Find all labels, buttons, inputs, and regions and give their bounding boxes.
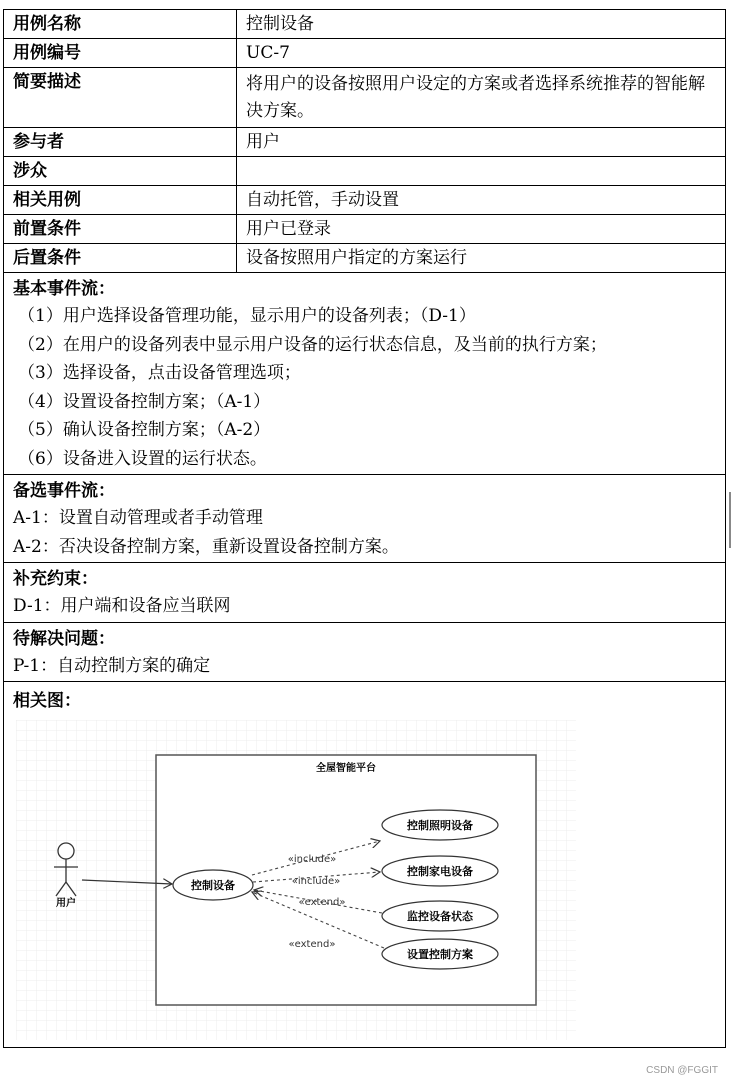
flow-step: （4）设置设备控制方案；（A-1） [18, 391, 271, 412]
flow-step: （1）用户选择设备管理功能，显示用户的设备列表；（D-1） [18, 306, 476, 326]
use-case-label: 监控设备状态 [407, 910, 473, 923]
alt-flow-section [3, 475, 726, 563]
issue-item: P-1：自动控制方案的确定 [13, 655, 211, 676]
constraint-item: D-1：用户端和设备应当联网 [13, 596, 231, 616]
use-case-document [3, 9, 726, 1048]
issues-section [3, 623, 726, 683]
use-case-label: 控制照明设备 [407, 819, 473, 832]
flow-step: （2）在用户的设备列表中显示用户设备的运行状态信息，及当前的执行方案； [18, 334, 607, 355]
field-label: 后置条件 [4, 244, 237, 273]
system-name: 全屋智能平台 [316, 763, 376, 774]
use-case-table [3, 9, 726, 273]
table-row [4, 128, 726, 157]
field-label: 相关用例 [4, 186, 237, 215]
section-title: 待解决问题： [13, 628, 115, 649]
use-case-label: 控制家电设备 [407, 865, 473, 878]
use-case-label: 设置控制方案 [407, 948, 473, 961]
actor-label: 用户 [56, 898, 76, 909]
field-value: 用户 [237, 128, 726, 157]
basic-flow-section [3, 273, 726, 475]
flow-step: （3）选择设备，点击设备管理选项； [18, 363, 301, 383]
field-label: 简要描述 [4, 68, 237, 128]
field-label: 涉众 [4, 157, 237, 186]
table-row [4, 68, 726, 128]
field-label: 前置条件 [4, 215, 237, 244]
include-label: «include» [287, 854, 337, 865]
include-label: «include» [291, 876, 341, 887]
field-value: 自动托管，手动设置 [237, 186, 726, 215]
field-value: 设备按照用户指定的方案运行 [237, 244, 726, 273]
field-label: 用例名称 [4, 10, 237, 39]
field-value: 将用户的设备按照用户设定的方案或者选择系统推荐的智能解决方案。 [237, 68, 726, 128]
extend-label: «extend» [298, 897, 346, 908]
field-value [237, 157, 726, 186]
table-row [4, 215, 726, 244]
use-case-label: 控制设备 [191, 879, 235, 892]
use-case-diagram [16, 720, 576, 1040]
constraints-section [3, 563, 726, 623]
watermark: CSDN @FGGIT [646, 1065, 718, 1076]
table-row [4, 157, 726, 186]
section-title: 相关图： [13, 691, 81, 711]
section-title: 基本事件流： [13, 279, 115, 299]
section-title: 备选事件流： [13, 481, 115, 501]
flow-step: （5）确认设备控制方案；（A-2） [18, 420, 271, 440]
page-edge-marker [729, 492, 731, 548]
field-label: 用例编号 [4, 39, 237, 68]
table-row [4, 10, 726, 39]
extend-label: «extend» [288, 939, 336, 950]
field-value: 控制设备 [237, 10, 726, 39]
section-title: 补充约束： [13, 569, 98, 589]
alt-flow-item: A-2：否决设备控制方案，重新设置设备控制方案。 [13, 536, 399, 557]
field-value: UC-7 [237, 39, 726, 68]
table-row [4, 186, 726, 215]
flow-step: （6）设备进入设置的运行状态。 [18, 448, 267, 469]
table-row [4, 244, 726, 273]
field-label: 参与者 [4, 128, 237, 157]
related-diagram-section [3, 682, 726, 1048]
table-row [4, 39, 726, 68]
alt-flow-item: A-1：设置自动管理或者手动管理 [13, 508, 263, 528]
field-value: 用户已登录 [237, 215, 726, 244]
